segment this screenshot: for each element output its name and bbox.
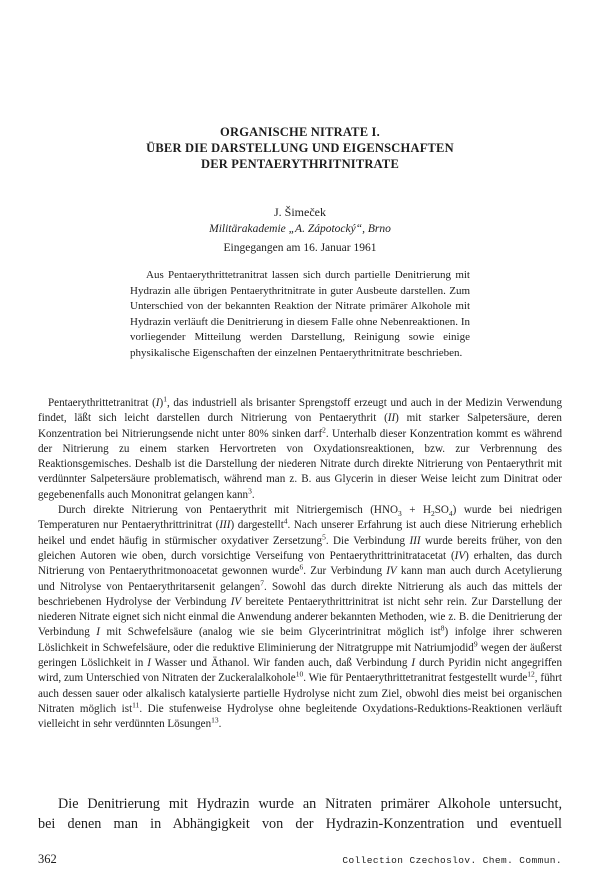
citation: 13 [211, 715, 219, 725]
title-line-2: ÜBER DIE DARSTELLUNG UND EIGENSCHAFTEN [146, 141, 454, 155]
paragraph-2: Durch direkte Nitrierung von Pentaerythrit mit Nitriergemisch $(HNO_3 + H_2SO_4)$ wurde bei niedrigen Temperaturen nur Pentaerythrittrinitrat (III) dargestellt$^4$. Nach unserer Erfahrung ist auch diese Nitrierung erheblich heikel und endet häufig in stürmischer oxydativer Zersetzung$^5$. Die Verbindung III wurde bereits früher, von den gleichen Autoren wie oben, durch vorsichtige Verseifung von Pentaerythrittrinitratacetat (IV) erhalten, das durch Nitrierung von Pentaerythritmonoacetat gewonnen wurde$^6$. Zur Verbindung IV kann man auch durch Acetylierung und Nitrolyse von Pentaerythritarsenit gelangen$^7$. Sowohl das durch direkte Nitrierung als auch das mittels der beschriebenen Hydrolyse der Verbindung IV bereitete Pentaerythrittrinitrat ist nicht sehr rein. Zur Darstellung der niederen Nitrate eignet sich nicht einmal die Anwendung anderer bekannten Methoden, wie z. B. die Denitrierung der Verbindung I mit Schwefelsäure (analog wie sie beim Glycerintrinitrat möglich ist$^8$) infolge ihrer schweren Löslichkeit in Schwefelsäure, oder die reduktive Eliminierung der Nitratgruppe mit Natriumjodid$^9$ wegen der äußerst geringen Löslichkeit in I Wasser und Äthanol. Wir fanden auch, daß Verbindung I durch Pyridin nicht angegriffen wird, zum Unterschied von Nitraten der Zuckeralalkohole$^{10}$. Wie für Pentaerythrittetranitrat festgestellt wurde$^{12}$, führt auch dessen sauer oder alkalisch katalysierte partielle Hydrolyse nicht zum Ziel, obwohl dies meist bei organischen Nitraten möglich ist$^{11}$. Die stufenweise Hydrolyse ohne begleitende Oxydations-Reduktions-Reaktionen verläuft vielleicht in sehr verdünnten Lösungen$^{13}$. [38, 504, 563, 731]
citation: 11 [132, 700, 140, 710]
paragraph-1: Pentaerythrittetranitrat $(I)^1$, das industriell als brisanter Sprengstoff erzeugt und auch in der Medizin Verwendung findet, läßt sich leicht darstellen durch Nitrierung von Pentaerythrit (II) mit starker Salpetersäure, deren Konzentration bei Nitrierungsende nicht unter 80% sinken darf$^2$. Unterhalb dieser Konzentration kommt es während der Nitrierung zu einem starken Hervortreten von Oxydationsreaktionen, bzw. zur Verbrennung des Reaktionsgemisches. Deshalb ist die Darstellung der niederen Nitrate durch direkte Nitrierung von Pentaerythrit mit verdünnter Salpetersäure problematisch, während man z. B. aus Glycerin in dieser Weise leicht zum Dinitrat oder gegebenenfalls auch Mononitrat gelangen kann$^3$. [38, 394, 562, 501]
author-affiliation: Militärakademie „A. Zápotocký“, Brno [209, 223, 391, 235]
abstract [130, 268, 470, 362]
citation: 5 [322, 531, 326, 541]
received-date: Eingegangen am 16. Januar 1961 [223, 242, 377, 254]
large-print-paragraph [38, 794, 562, 834]
citation: 2 [322, 424, 326, 434]
large-line-1: Die Denitrierung mit Hydrazin wurde an Nitraten primärer Alkohole untersucht, [58, 796, 562, 812]
citation: 10 [295, 669, 304, 679]
large-line-2: bei denen man in Abhängigkeit von der Hydrazin-Konzentration und eventuell [38, 816, 562, 832]
citation: 1 [163, 394, 167, 404]
citation: 12 [527, 669, 535, 679]
page-number: 362 [38, 852, 57, 866]
citation: 6 [299, 562, 304, 572]
citation: 4 [283, 516, 288, 526]
journal-name: Collection Czechoslov. Chem. Commun. [342, 855, 562, 866]
body-text [38, 396, 562, 733]
citation: 8 [440, 623, 445, 633]
citation: 3 [248, 486, 252, 496]
citation: 7 [260, 577, 264, 587]
title-line-1: ORGANISCHE NITRATE I. [220, 125, 380, 139]
article-title [0, 124, 600, 172]
abstract-text: Aus Pentaerythrittetranitrat lassen sich durch partielle Denitrierung mit Hydrazin alle übrigen Pentaerythritnitrate in guter Ausbeute darstellen. Zum Unterschied von der bekannten Reaktion der Nitrate primärer Alkohole mit Hydrazin verläuft die Denitrierung in diesem Falle ohne Nebenreaktionen. In vorliegender Mitteilung werden Darstellung, Reinigung sowie einige physikalische Eigenschaften der einzelnen Pentaerythritnitrate beschrieben. [130, 269, 470, 359]
title-line-3: DER PENTAERYTHRITNITRATE [200, 157, 400, 171]
citation: 9 [473, 639, 478, 649]
author-name: J. Šimeček [274, 205, 326, 219]
